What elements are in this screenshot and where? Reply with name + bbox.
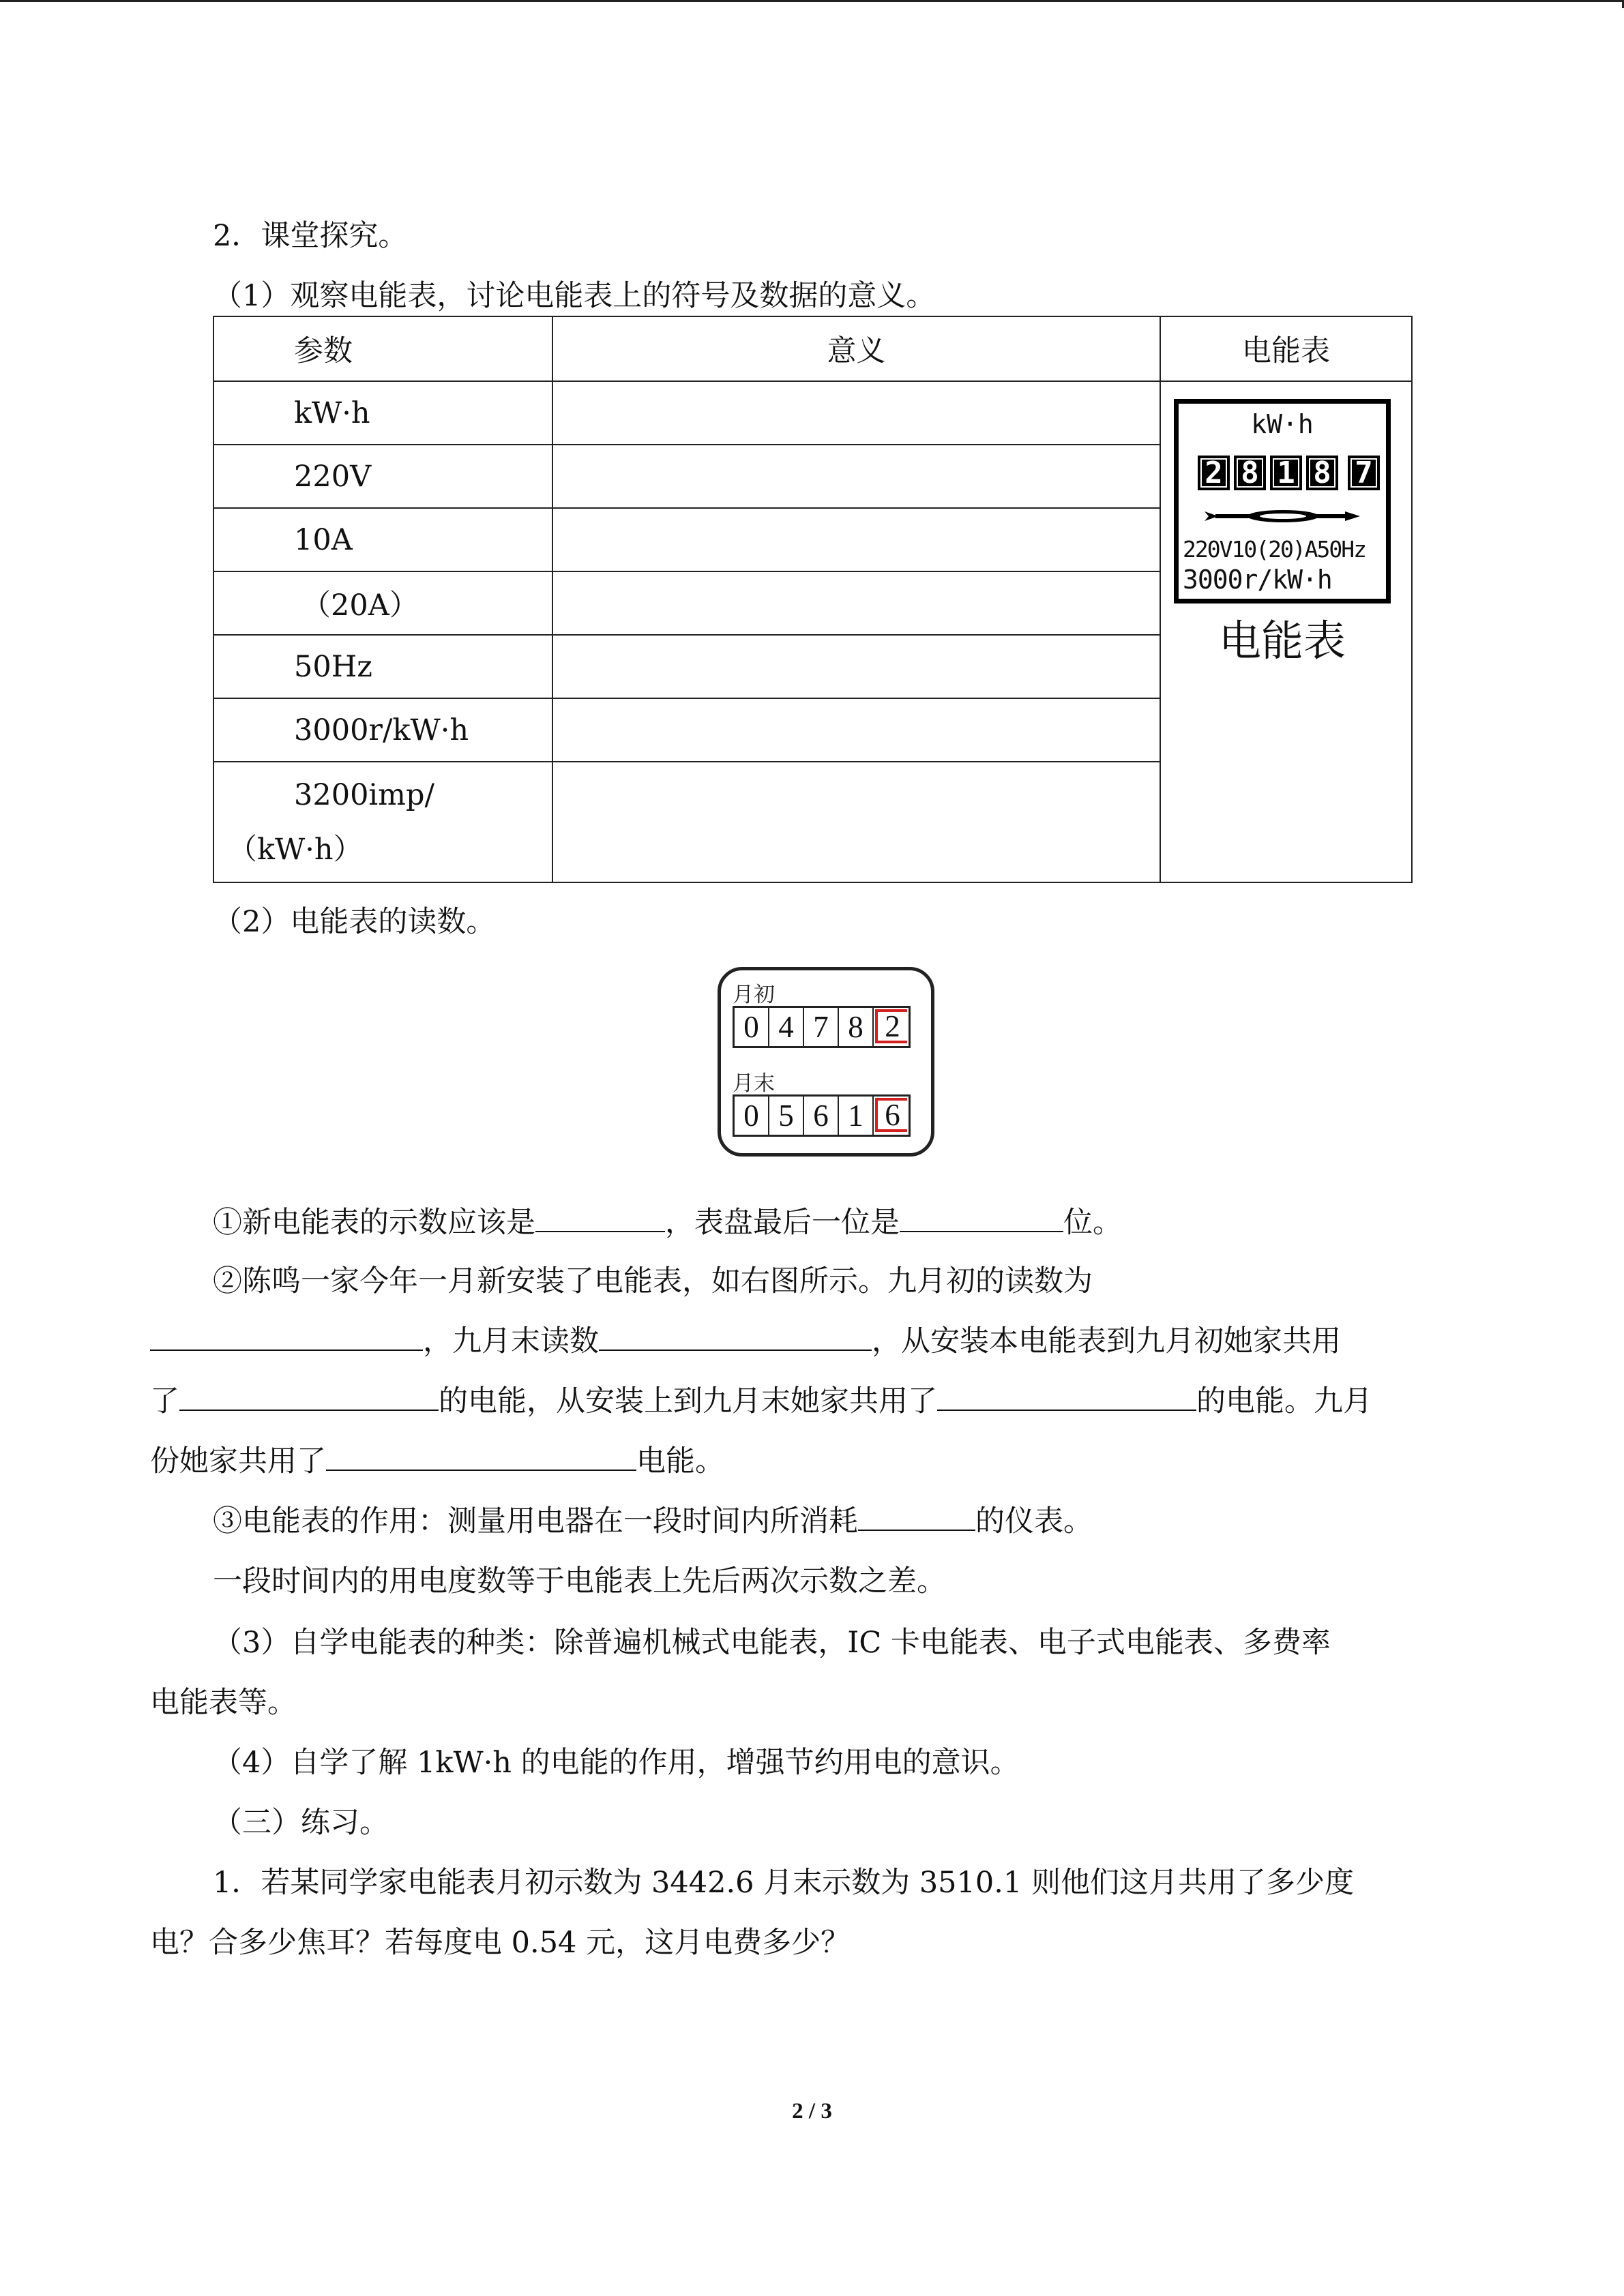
meaning-cell[interactable] xyxy=(552,381,1160,445)
q1-text-a: ①新电能表的示数应该是 xyxy=(213,1206,535,1240)
practice-heading: （三）练习。 xyxy=(213,1806,389,1840)
meaning-cell[interactable] xyxy=(552,571,1160,635)
reading-digit: 6 xyxy=(804,1097,839,1135)
question-1 xyxy=(213,1202,1122,1243)
reading-decimal-digit: 6 xyxy=(875,1098,907,1132)
q1-text-b: ，表盘最后一位是 xyxy=(665,1206,900,1240)
reading-digit: 4 xyxy=(769,1008,804,1046)
q2-text: ，从安装本电能表到九月初她家共用 xyxy=(872,1324,1341,1358)
question-2-line-2 xyxy=(150,1321,1341,1362)
meter-digit: 2 xyxy=(1198,456,1230,490)
q3-text-b: 的仪表。 xyxy=(975,1504,1093,1538)
exercise-1-line-1: 1．若某同学家电能表月初示数为 3442.6 月末示数为 3510.1 则他们这月共用了多少度 xyxy=(213,1866,1354,1900)
meter-digit: 1 xyxy=(1270,456,1302,490)
question-2-line-3 xyxy=(150,1381,1372,1422)
param-cell: kW·h xyxy=(213,381,552,445)
header-meaning: 意义 xyxy=(552,316,1160,381)
param-cell: 220V xyxy=(213,445,552,508)
section-heading: 2．课堂探究。 xyxy=(213,219,408,253)
q2-blank-1[interactable] xyxy=(150,1321,423,1351)
meter-spec-2: 3000r/kW·h xyxy=(1183,565,1332,595)
start-digits-row xyxy=(733,1006,911,1048)
q2-text: 的电能，从安装上到九月末她家共用了 xyxy=(439,1384,937,1418)
q3-text-a: ③电能表的作用：测量用电器在一段时间内所消耗 xyxy=(213,1504,858,1538)
header-meter: 电能表 xyxy=(1160,316,1412,381)
meter-caption: 电能表 xyxy=(1218,616,1346,666)
start-label: 月初 xyxy=(733,983,775,1007)
meaning-cell[interactable] xyxy=(552,698,1160,762)
param-cell-multi xyxy=(213,762,552,882)
header-param: 参数 xyxy=(213,316,552,381)
note-text: 一段时间内的用电度数等于电能表上先后两次示数之差。 xyxy=(213,1564,946,1598)
q2-blank-3[interactable] xyxy=(179,1381,439,1411)
end-label: 月末 xyxy=(733,1071,775,1096)
top-border xyxy=(0,0,1624,2)
q2-text: 了 xyxy=(150,1384,179,1418)
sub-heading-4: （4）自学了解 1kW·h 的电能的作用，增强节约用电的意识。 xyxy=(213,1746,1020,1780)
param-cell: 10A xyxy=(213,508,552,571)
q2-blank-5[interactable] xyxy=(326,1441,636,1471)
page-number: 2 / 3 xyxy=(792,2099,832,2123)
param-cell: 3000r/kW·h xyxy=(213,698,552,762)
q1-blank-2[interactable] xyxy=(900,1202,1063,1232)
meter-unit: kW·h xyxy=(1251,409,1314,439)
param-line-1: 3200imp/ xyxy=(294,777,434,812)
question-2-line-4 xyxy=(150,1441,724,1482)
meter-digit: 8 xyxy=(1306,456,1338,490)
param-cell: （20A） xyxy=(213,571,552,635)
meter-digit: 7 xyxy=(1348,456,1380,490)
end-digits-row xyxy=(733,1094,911,1137)
param-line-2: （kW·h） xyxy=(228,832,363,867)
q3-blank[interactable] xyxy=(858,1501,975,1531)
sub-heading-3-line-2: 电能表等。 xyxy=(150,1686,297,1720)
q2-blank-4[interactable] xyxy=(937,1381,1196,1411)
q2-text: ，九月末读数 xyxy=(423,1324,599,1358)
reading-digit: 8 xyxy=(839,1008,874,1046)
reading-digit: 0 xyxy=(735,1008,769,1046)
q1-blank-1[interactable] xyxy=(535,1202,665,1232)
sub-heading-2: （2）电能表的读数。 xyxy=(213,905,496,939)
meter-digits xyxy=(1198,456,1380,490)
meter-illustration xyxy=(1174,399,1391,603)
reading-digit: 5 xyxy=(769,1097,804,1135)
table-header-row xyxy=(213,316,1412,381)
q2-blank-2[interactable] xyxy=(599,1321,872,1351)
meaning-cell[interactable] xyxy=(552,762,1160,882)
meter-reading-diagram xyxy=(718,967,934,1157)
meaning-cell[interactable] xyxy=(552,508,1160,571)
q2-text: 的电能。九月 xyxy=(1196,1384,1372,1418)
sub-heading-1: （1）观察电能表，讨论电能表上的符号及数据的意义。 xyxy=(213,279,936,313)
meaning-cell[interactable] xyxy=(552,635,1160,698)
exercise-1-line-2: 电？合多少焦耳？若每度电 0.54 元，这月电费多少？ xyxy=(150,1926,851,1960)
meter-digit: 8 xyxy=(1234,456,1266,490)
meaning-cell[interactable] xyxy=(552,445,1160,508)
meter-disk-icon xyxy=(1205,506,1361,526)
reading-digit: 0 xyxy=(735,1097,769,1135)
question-3 xyxy=(213,1501,1093,1542)
question-2-line-1: ②陈鸣一家今年一月新安装了电能表，如右图所示。九月初的读数为 xyxy=(213,1264,1093,1298)
param-cell: 50Hz xyxy=(213,635,552,698)
q2-text: 电能。 xyxy=(636,1444,724,1478)
q1-text-c: 位。 xyxy=(1063,1206,1122,1240)
q2-text: 份她家共用了 xyxy=(150,1444,326,1478)
reading-decimal-digit: 2 xyxy=(875,1009,907,1043)
meter-spec-1: 220V10(20)A50Hz xyxy=(1183,536,1366,563)
reading-digit: 1 xyxy=(839,1097,874,1135)
sub-heading-3-line-1: （3）自学电能表的种类：除普遍机械式电能表，IC 卡电能表、电子式电能表、多费率 xyxy=(213,1626,1331,1660)
reading-digit: 7 xyxy=(804,1008,839,1046)
